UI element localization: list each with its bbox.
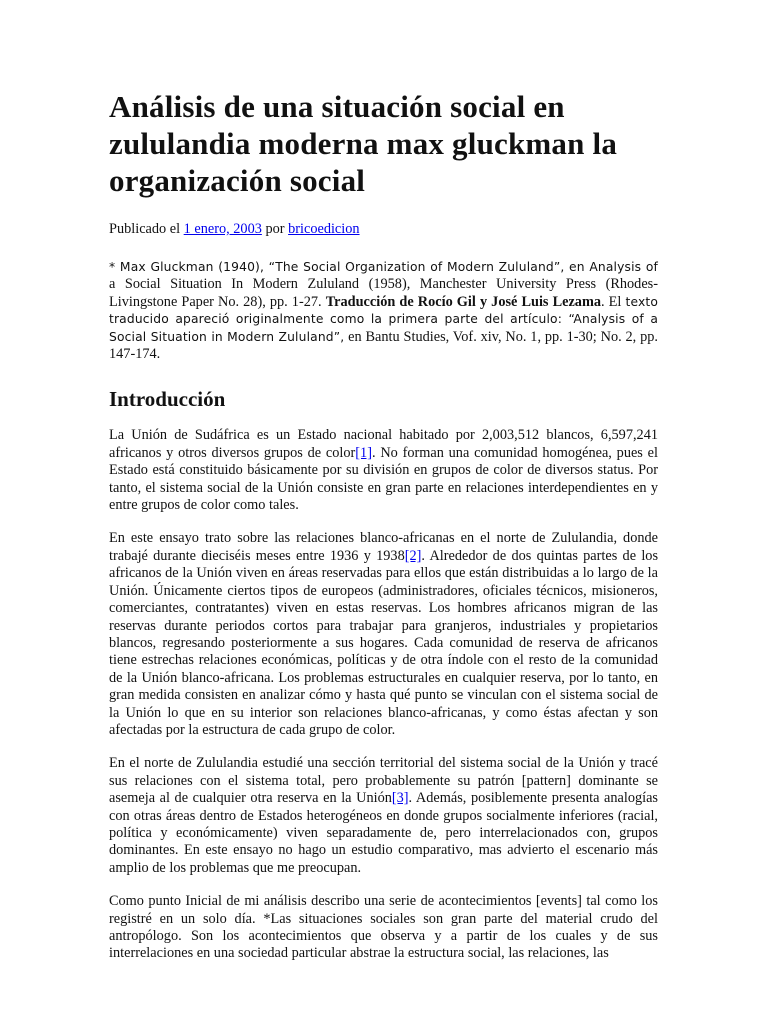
paragraph-4: Como punto Inicial de mi análisis describo una serie de acontecimientos [events] tal como los registré en un solo día. *Las situaciones sociales son gran parte del material crudo del antropólogo. Son los acontecimientos que observa y a partir de los cuales y de sus interrelaciones en una sociedad particular abstrae la estructura social, las relaciones, las: [109, 893, 658, 962]
source-note: [109, 259, 658, 363]
article: [109, 88, 658, 963]
paragraph-3: [109, 755, 658, 877]
article-title: Análisis de una situación social en zululandia moderna max gluckman la organización social: [109, 89, 618, 198]
author-link[interactable]: bricoedicion: [288, 221, 360, 237]
published-label: Publicado el: [109, 221, 181, 237]
byline: [109, 221, 658, 238]
paragraph-2-text-b: . Alrededor de dos quintas partes de los africanos de la Unión viven en áreas reservadas para ellos que están distribuidas a lo largo de la Unión. Únicamente ciertos tipos de europeos (administradores, oficiales técnicos, misioneros, comerciantes, contratantes) viven en estas reservas. Los hombres africanos migran de las reservas durante periodos cortos para trabajar para granjeros, industriales y propietarios blancos, regresando posteriormente a sus hogares. Cada comunidad de reserva de africanos tiene estrechas relaciones económicas, políticas y de otra índole con el resto de la comunidad de la Unión blanco-africana. Los problemas estructurales en cualquier reserva, por lo tanto, en gran medida consisten en analizar cómo y hasta qué punto se vinculan con el sistema social de la Unión lo que en su interior son relaciones blanco-africanas, y como éstas afectan y son afectadas por la estructura de cada grupo de color.: [109, 547, 659, 738]
footnote-link-3[interactable]: [3]: [391, 790, 409, 807]
paragraph-2: [109, 530, 658, 739]
translation-credit: Traducción de Rocío Gil y José Luis Lezama: [325, 293, 601, 310]
footnote-link-1[interactable]: [1]: [355, 444, 372, 461]
paragraph-3-text-b: . Además, posiblemente presenta analogías con otras áreas dentro de Estados heterogéneos en donde grupos socialmente inferiores (racial, política y económicamente) viven separadamente de, pero interrelacionados con, grupos dominantes. En este ensayo no hago un estudio comparativo, mas advierto el escenario más amplio de los problemas que me preocupan.: [109, 790, 658, 876]
paragraph-1-text-a: La Unión de Sudáfrica es un Estado nacional habitado por 2,003,512 blancos, 6,597,241 africanos y otros diversos grupos de color: [109, 427, 658, 461]
footnote-link-2[interactable]: [2]: [404, 547, 422, 564]
paragraph-3-text-a: En el norte de Zululandia estudié una sección territorial del sistema social de la Unión y tracé sus relaciones con el sistema total, pero probablemente su patrón [pattern] dominante se asemeja al de cualquier otra reserva en la Unión: [109, 755, 658, 807]
section-heading: Introducción: [109, 387, 226, 412]
date-link[interactable]: 1 enero, 2003: [183, 221, 262, 237]
paragraph-1-text-b: . No forman una comunidad homogénea, pues el Estado está constituido básicamente por su división en grupos de color de diversos status. Por tanto, el sistema social de la Unión consiste en gran parte en relaciones interdependientes en y entre grupos de color como tales.: [109, 444, 658, 514]
note-text-d: texto traducido apareció originalmente como la primera parte del artículo: “Analysis of a Social Situation in Modern Zululand”,: [109, 294, 659, 344]
note-text-a: * Max Gluckman (1940), “The Social Organization of Modern Zululand”, en Analysis of: [109, 260, 658, 274]
paragraph-2-text-a: En este ensayo trato sobre las relaciones blanco-africanas en el norte de Zululandia, donde trabajé durante dieciséis meses entre 1936 y 1938: [109, 530, 658, 564]
note-text-b: a Social Situation In Modern Zululand (1958), Manchester University Press (Rhodes-Livingstone Paper No. 28), pp. 1-27.: [109, 276, 658, 310]
by-label: por: [265, 221, 285, 237]
note-text-e: en Bantu Studies, Vof. xiv, No. 1, pp. 1-30; No. 2, pp. 147-174.: [109, 328, 658, 363]
paragraph-1: [109, 427, 658, 514]
note-text-c: . El: [601, 293, 622, 310]
